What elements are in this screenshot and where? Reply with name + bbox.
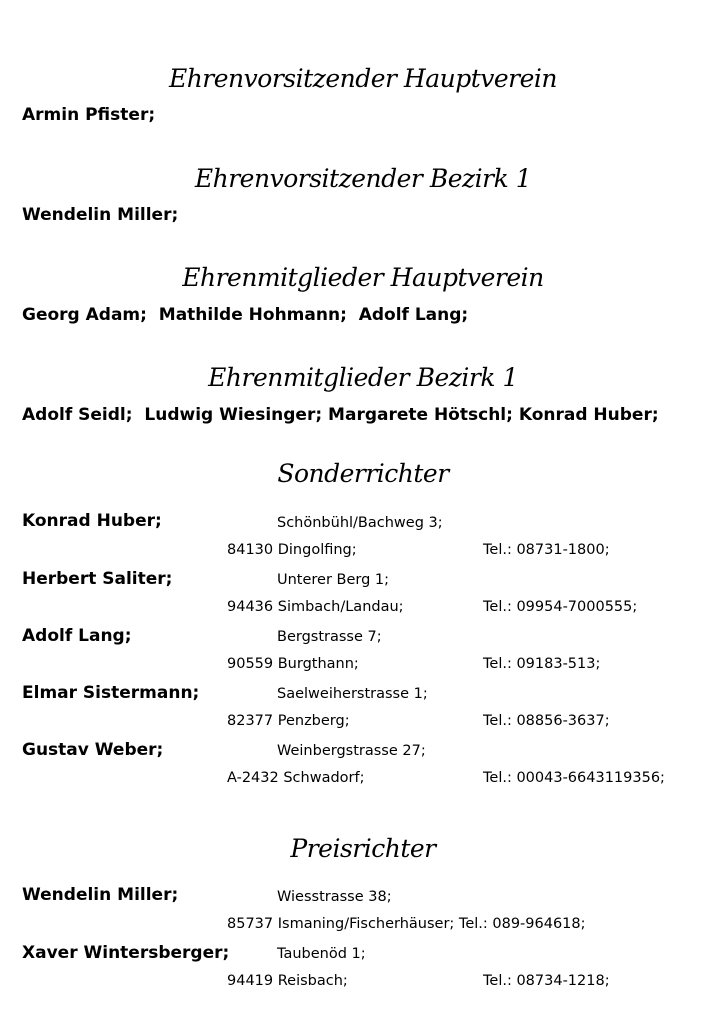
judge-city: 94436 Simbach/Landau; [227,599,404,615]
names-ehrenmitglieder-bezirk: Adolf Seidl; Ludwig Wiesinger; Margarete Hötschl; Konrad Huber; [22,405,659,425]
names-ehrenvorsitzender-bezirk: Wendelin Miller; [22,205,179,225]
judge-street: Saelweiherstrasse 1; [277,686,428,702]
judge-city: A-2432 Schwadorf; [227,770,365,786]
heading-ehrenmitglieder-bezirk: Ehrenmitglieder Bezirk 1 [208,363,518,392]
heading-preisrichter: Preisrichter [290,834,436,863]
judge-street: Schönbühl/Bachweg 3; [277,515,443,531]
judge-name: Herbert Saliter; [22,569,173,589]
judge-city: 94419 Reisbach; [227,973,348,989]
judge-street: Taubenöd 1; [277,946,366,962]
judge-street: Bergstrasse 7; [277,629,382,645]
judge-name: Wendelin Miller; [22,885,179,905]
judge-street: Weinbergstrasse 27; [277,743,426,759]
heading-sonderrichter: Sonderrichter [277,459,449,488]
judge-name: Elmar Sistermann; [22,683,200,703]
judge-street: Wiesstrasse 38; [277,889,392,905]
judge-city: 84130 Dingolfing; [227,542,357,558]
heading-ehrenvorsitzender-hauptverein: Ehrenvorsitzender Hauptverein [168,64,558,93]
judge-name: Xaver Wintersberger; [22,943,230,963]
judge-city-phone: 85737 Ismaning/Fischerhäuser; Tel.: 089-964618; [227,916,586,932]
judge-phone: Tel.: 08734-1218; [483,973,610,989]
judge-name: Konrad Huber; [22,511,162,531]
judge-phone: Tel.: 09954-7000555; [483,599,638,615]
judge-name: Adolf Lang; [22,626,132,646]
names-ehrenmitglieder-hauptverein: Georg Adam; Mathilde Hohmann; Adolf Lang; [22,305,469,325]
judge-phone: Tel.: 00043-6643119356; [483,770,665,786]
judge-phone: Tel.: 09183-513; [483,656,601,672]
judge-phone: Tel.: 08731-1800; [483,542,610,558]
judge-name: Gustav Weber; [22,740,164,760]
judge-street: Unterer Berg 1; [277,572,390,588]
judge-city: 82377 Penzberg; [227,713,350,729]
judge-phone: Tel.: 08856-3637; [483,713,610,729]
heading-ehrenmitglieder-hauptverein: Ehrenmitglieder Hauptverein [182,263,544,292]
judge-city: 90559 Burgthann; [227,656,359,672]
heading-ehrenvorsitzender-bezirk: Ehrenvorsitzender Bezirk 1 [194,164,532,193]
names-ehrenvorsitzender-hauptverein: Armin Pfister; [22,105,156,125]
